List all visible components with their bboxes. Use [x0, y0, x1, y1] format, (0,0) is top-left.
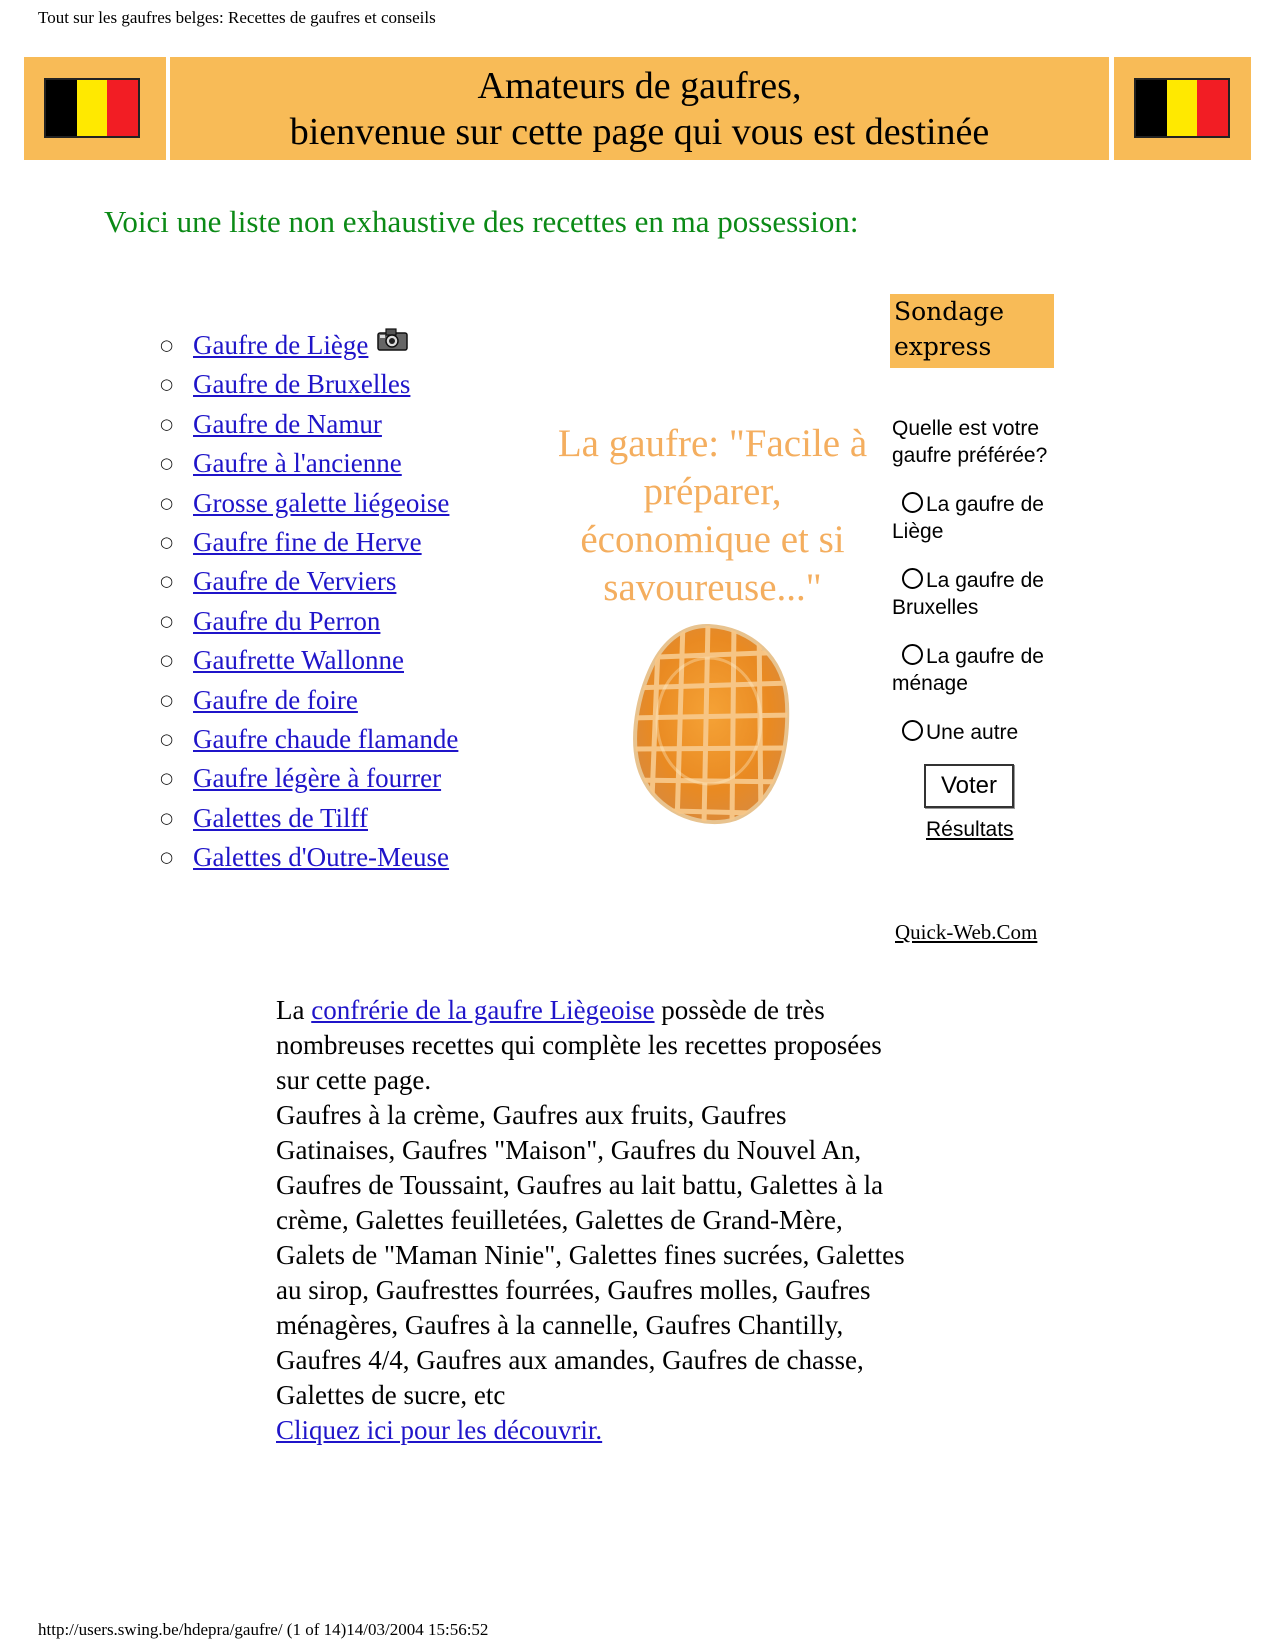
- recipe-item: [160, 523, 458, 562]
- poll-form: [890, 294, 1056, 842]
- belgian-flag-icon: [44, 78, 140, 138]
- recipe-item: [160, 641, 458, 680]
- recipe-link[interactable]: Gaufre de Bruxelles: [193, 369, 411, 400]
- camera-icon[interactable]: [377, 324, 408, 363]
- radio-button[interactable]: [902, 492, 923, 513]
- recipe-link[interactable]: Galettes de Tilff: [193, 802, 368, 833]
- recipe-link[interactable]: Gaufre de foire: [193, 684, 358, 715]
- recipe-link[interactable]: Grosse galette liégeoise: [193, 487, 450, 518]
- bottom-prefix: La: [276, 995, 312, 1025]
- banner-line-1: Amateurs de gaufres,: [477, 65, 802, 107]
- recipe-link-gaufre-de-liege[interactable]: Gaufre de Liège: [193, 330, 369, 360]
- recipe-link[interactable]: Gaufre chaude flamande: [193, 723, 459, 754]
- recipe-item: [160, 484, 458, 523]
- recipe-item: [160, 799, 458, 838]
- quickweb-link[interactable]: Quick-Web.Com: [895, 920, 1038, 944]
- bullet-icon: ○: [160, 769, 174, 788]
- bottom-description: [276, 993, 906, 1448]
- waffle-quote: La gaufre: "Facile à préparer, économique et si savoureuse...": [557, 422, 868, 609]
- bullet-icon: ○: [160, 848, 174, 867]
- recipe-item: [160, 326, 458, 365]
- bullet-icon: ○: [160, 611, 174, 630]
- bullet-icon: ○: [160, 651, 174, 670]
- banner-right-cell: [1114, 57, 1251, 160]
- banner-line-2: bienvenue sur cette page qui vous est destinée: [289, 111, 990, 153]
- bullet-icon: ○: [160, 808, 174, 827]
- poll-option[interactable]: [890, 491, 1056, 545]
- recipe-link[interactable]: Gaufre à l'ancienne: [193, 448, 402, 479]
- poll-option-label: Une autre: [926, 721, 1019, 744]
- recipe-item: [160, 838, 458, 877]
- bullet-icon: ○: [160, 336, 174, 354]
- recipe-link[interactable]: Gaufre de Verviers: [193, 566, 397, 597]
- bottom-suffix: possède de très nombreuses recettes qui complète les recettes proposées sur cette page.: [276, 995, 882, 1095]
- recipe-item: [160, 720, 458, 759]
- belgian-flag-icon: [1134, 78, 1230, 138]
- recipe-link[interactable]: Gaufrette Wallonne: [193, 645, 404, 676]
- banner: [24, 57, 1251, 160]
- banner-title-cell: [170, 57, 1109, 160]
- recipe-item: [160, 365, 458, 404]
- radio-button[interactable]: [902, 720, 923, 741]
- recipe-item: [160, 681, 458, 720]
- bullet-icon: ○: [160, 375, 174, 394]
- recipe-item: [160, 759, 458, 798]
- poll-option[interactable]: [890, 719, 1056, 746]
- vote-button[interactable]: Voter: [924, 764, 1014, 808]
- recipe-item: [160, 562, 458, 601]
- recipe-list: [160, 326, 458, 877]
- discover-link[interactable]: Cliquez ici pour les découvrir.: [276, 1415, 603, 1445]
- recipe-item: [160, 444, 458, 483]
- bullet-icon: ○: [160, 414, 174, 433]
- bullet-icon: ○: [160, 572, 174, 591]
- recipe-link[interactable]: Gaufre de Namur: [193, 408, 382, 439]
- bullet-icon: ○: [160, 690, 174, 709]
- bullet-icon: ○: [160, 454, 174, 473]
- poll-option-label: La gaufre de ménage: [892, 645, 1044, 695]
- bullet-icon: ○: [160, 493, 174, 512]
- recipe-link[interactable]: Gaufre du Perron: [193, 605, 381, 636]
- bottom-list: Gaufres à la crème, Gaufres aux fruits, Gaufres Gatinaises, Gaufres "Maison", Gaufres du Nouvel An, Gaufres de Toussaint, Gaufres au lait battu, Galettes à la crème, Galettes feuilletées, Galettes de Grand-Mère, Galets de "Maman Ninie", Galettes fines sucrées, Galettes au sirop, Gaufresttes fourrées, Gaufres molles, Gaufres ménagères, Gaufres à la cannelle, Gaufres Chantilly, Gaufres 4/4, Gaufres aux amandes, Gaufres de chasse, Galettes de sucre, etc: [276, 1100, 905, 1410]
- recipe-item: [160, 405, 458, 444]
- recipe-link[interactable]: Galettes d'Outre-Meuse: [193, 842, 450, 873]
- print-footer-url: http://users.swing.be/hdepra/gaufre/ (1 of 14)14/03/2004 15:56:52: [38, 1620, 489, 1639]
- waffle-image: [631, 622, 791, 825]
- poll-option[interactable]: [890, 567, 1056, 621]
- poll-option-label: La gaufre de Liège: [892, 493, 1044, 543]
- confrerie-link[interactable]: confrérie de la gaufre Liègeoise: [311, 995, 655, 1025]
- radio-button[interactable]: [902, 644, 923, 665]
- intro-text: Voici une liste non exhaustive des recettes en ma possession:: [104, 204, 859, 239]
- poll-title: Sondage express: [890, 294, 1054, 368]
- recipe-link[interactable]: Gaufre fine de Herve: [193, 526, 422, 557]
- recipe-item: [160, 602, 458, 641]
- banner-left-cell: [24, 57, 166, 160]
- poll-question: Quelle est votre gaufre préférée?: [892, 417, 1048, 467]
- print-header-title: Tout sur les gaufres belges: Recettes de gaufres et conseils: [38, 8, 436, 27]
- bullet-icon: ○: [160, 729, 174, 748]
- poll-option[interactable]: [890, 643, 1056, 697]
- recipe-link[interactable]: Gaufre légère à fourrer: [193, 763, 442, 794]
- bullet-icon: ○: [160, 532, 174, 551]
- radio-button[interactable]: [902, 568, 923, 589]
- poll-option-label: La gaufre de Bruxelles: [892, 569, 1044, 619]
- banner-title: [170, 63, 1109, 155]
- results-link[interactable]: Résultats: [926, 818, 1014, 841]
